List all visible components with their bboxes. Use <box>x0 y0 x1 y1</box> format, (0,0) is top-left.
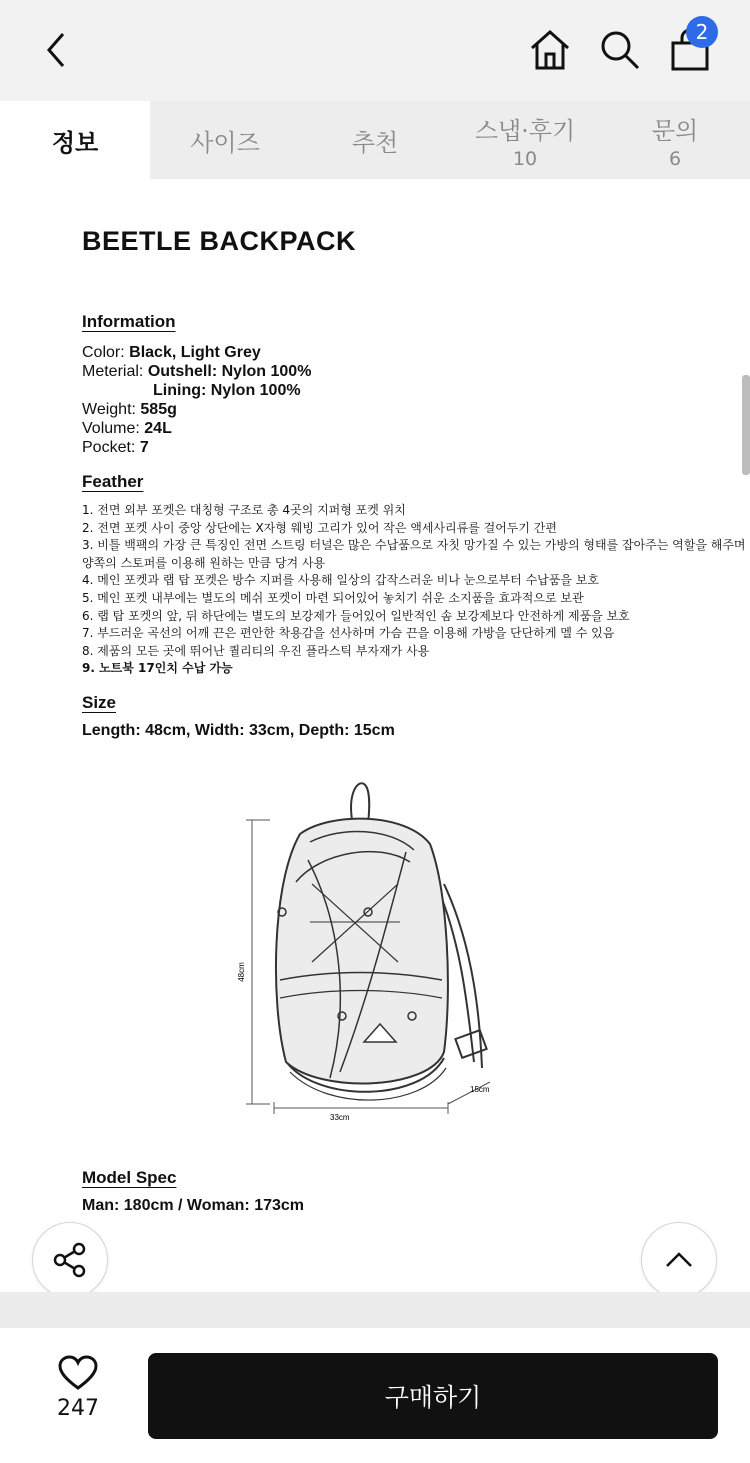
list-item: 8. 제품의 모든 곳에 뛰어난 퀄리티의 우진 플라스틱 부자재가 사용 <box>82 643 430 658</box>
info-value: 585g <box>140 401 177 418</box>
cart-count-badge: 2 <box>686 16 718 48</box>
top-header <box>0 0 750 101</box>
info-lining <box>153 381 301 400</box>
info-material <box>82 362 311 381</box>
chevron-up-icon <box>663 1250 695 1270</box>
information-heading: Information <box>82 312 176 331</box>
scroll-to-top-button[interactable] <box>641 1222 717 1298</box>
info-label: Color: <box>82 344 125 361</box>
bottom-action-bar <box>0 1328 750 1463</box>
size-text: Length: 48cm, Width: 33cm, Depth: 15cm <box>82 722 395 739</box>
info-weight <box>82 400 177 419</box>
info-label: Lining: <box>153 382 207 399</box>
tab-recommend[interactable] <box>300 101 450 179</box>
buy-button[interactable]: 구매하기 <box>148 1353 718 1439</box>
info-label: Pocket: <box>82 439 136 456</box>
list-item: 9. 노트북 17인치 수납 가능 <box>82 661 233 676</box>
page-scrollbar[interactable] <box>742 375 750 475</box>
info-volume <box>82 419 172 438</box>
chevron-left-icon <box>41 30 71 70</box>
tab-label: 사이즈 <box>190 128 260 157</box>
depth-dimension-label: 15cm <box>470 1085 490 1094</box>
info-label: Outshell: <box>147 363 218 380</box>
info-value: Nylon 100% <box>221 363 312 380</box>
search-icon <box>599 29 641 71</box>
home-icon <box>528 28 572 72</box>
list-item: 양쪽의 스토퍼를 이용해 원하는 만큼 당겨 사용 <box>82 555 326 570</box>
search-button[interactable] <box>592 22 648 78</box>
like-count: 247 <box>57 1396 99 1421</box>
tab-label: 스냅·후기 <box>474 116 576 145</box>
tab-info[interactable] <box>0 101 150 179</box>
height-dimension-label: 48cm <box>237 962 246 982</box>
tab-inquiry[interactable] <box>600 101 750 179</box>
info-color <box>82 343 261 362</box>
tab-count: 10 <box>512 147 538 170</box>
feather-heading: Feather <box>82 472 144 491</box>
tab-label: 문의 <box>651 116 699 145</box>
like-button[interactable] <box>38 1354 118 1421</box>
width-dimension-label: 33cm <box>330 1113 350 1122</box>
model-spec-heading: Model Spec <box>82 1168 177 1187</box>
info-label: Weight: <box>82 401 136 418</box>
info-value: Black, Light Grey <box>129 344 261 361</box>
info-value: Nylon 100% <box>210 382 301 399</box>
back-button[interactable] <box>28 22 84 78</box>
tab-label: 추천 <box>351 128 399 157</box>
model-spec-text: Man: 180cm / Woman: 173cm <box>82 1197 305 1214</box>
info-label: Meterial: <box>82 363 144 380</box>
tab-label: 정보 <box>51 128 99 157</box>
tab-size[interactable] <box>150 101 300 179</box>
size-heading: Size <box>82 693 117 712</box>
tab-count: 6 <box>668 147 682 170</box>
list-item: 3. 비틀 백팩의 가장 큰 특징인 전면 스트링 터널은 많은 수납품으로 자칫 망가질 수 있는 가방의 형태를 잡아주는 역할을 해주며 <box>82 538 746 553</box>
list-item: 7. 부드러운 곡선의 어깨 끈은 편안한 착용감을 선사하며 가슴 끈을 이용해 가방을 단단하게 멜 수 있음 <box>82 626 615 641</box>
feature-list <box>82 502 746 678</box>
list-item: 6. 랩 탑 포켓의 앞, 뒤 하단에는 별도의 보강제가 들어있어 일반적인 솜 보강제보다 안전하게 제품을 보호 <box>82 608 630 623</box>
share-icon <box>50 1240 90 1280</box>
section-divider <box>0 1292 750 1328</box>
tab-snap-review[interactable] <box>450 101 600 179</box>
heart-icon <box>57 1354 99 1392</box>
list-item: 2. 전면 포켓 사이 중앙 상단에는 X자형 웨빙 고리가 있어 작은 액세사리류를 걸어두기 간편 <box>82 520 557 535</box>
tab-bar <box>0 101 750 179</box>
list-item: 1. 전면 외부 포켓은 대칭형 구조로 총 4곳의 지퍼형 포켓 위치 <box>82 503 406 517</box>
home-button[interactable] <box>522 22 578 78</box>
share-button[interactable] <box>32 1222 108 1298</box>
info-label: Volume: <box>82 420 140 437</box>
info-pocket <box>82 438 149 457</box>
info-value: 24L <box>144 420 172 437</box>
info-value: 7 <box>139 439 149 456</box>
backpack-dimension-drawing <box>230 772 510 1132</box>
list-item: 4. 메인 포켓과 랩 탑 포켓은 방수 지퍼를 사용해 일상의 갑작스러운 비나 눈으로부터 수납품을 보호 <box>82 573 599 588</box>
cart-button[interactable] <box>662 22 718 78</box>
product-title: BEETLE BACKPACK <box>82 226 357 256</box>
list-item: 5. 메인 포켓 내부에는 별도의 메쉬 포켓이 마련 되어있어 놓치기 쉬운 소지품을 효과적으로 보관 <box>82 590 584 605</box>
